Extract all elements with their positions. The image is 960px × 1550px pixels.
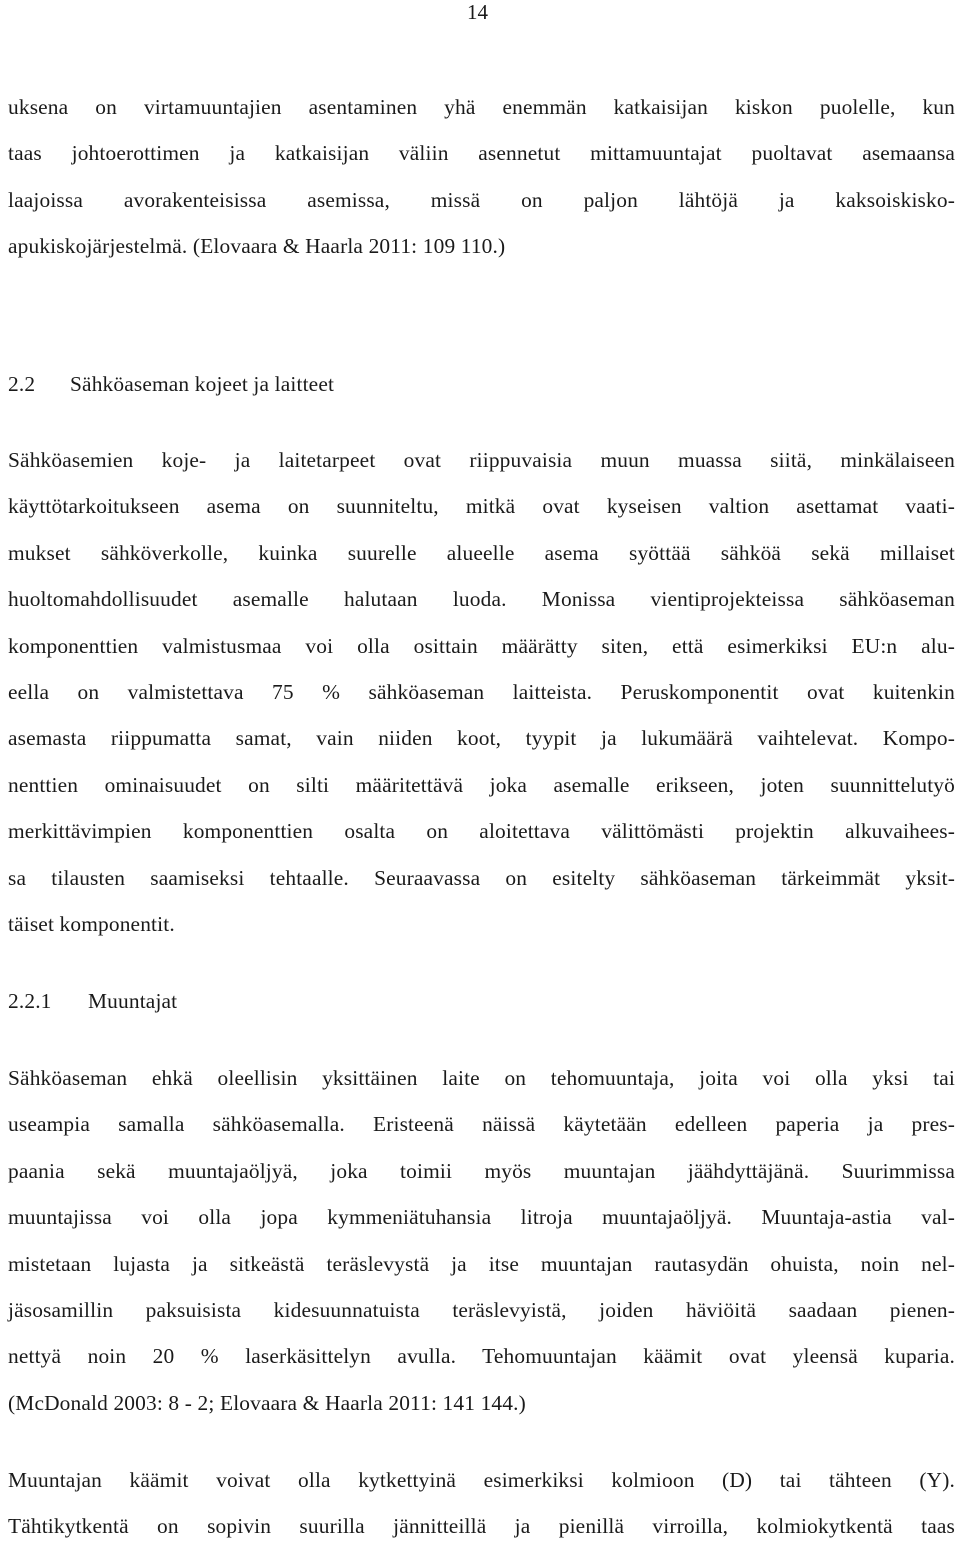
text-line: komponenttien valmistusmaa voi olla osittain määrätty siten, että esimerkiksi EU:n alu- [8,633,955,658]
subsection-heading [8,986,177,1016]
paragraph-equipment [8,437,955,947]
text-line: käyttötarkoitukseen asema on suunniteltu, mitkä ovat kyseisen valtion asettamat vaati- [8,494,955,519]
text-line: Tähtikytkentä on sopivin suurilla jännitteillä ja pienillä virroilla, kolmiokytkentä taas [8,1514,955,1539]
text-line: eella on valmistettava 75 % sähköaseman laitteista. Peruskomponentit ovat kuitenkin [8,679,955,704]
text-line: muuntajissa voi olla jopa kymmeniätuhansia litroja muuntajaöljyä. Muuntaja-astia val- [8,1205,955,1230]
section-heading [8,369,334,399]
paragraph-windings [8,1457,955,1550]
subsection-title: Muuntajat [88,989,178,1013]
text-line: huoltomahdollisuudet asemalle halutaan luoda. Monissa vientiprojekteissa sähköaseman [8,587,955,612]
text-line: mistetaan lujasta ja sitkeästä teräslevystä ja itse muuntajan rautasydän ohuista, noin nel- [8,1251,955,1276]
text-line: Muuntajan käämit voivat olla kytkettyinä esimerkiksi kolmioon (D) tai tähteen (Y). [8,1468,955,1492]
text-line: laajoissa avorakenteisissa asemissa, missä on paljon lähtöjä ja kaksoiskisko- [8,187,955,212]
text-line: (McDonald 2003: 8 - 2; Elovaara & Haarla 2011: 141 144.) [8,1390,526,1415]
text-line: Sähköasemien koje- ja laitetarpeet ovat riippuvaisia muun muassa siitä, minkälaiseen [8,448,955,472]
text-line: apukiskojärjestelmä. (Elovaara & Haarla 2011: 109 110.) [8,234,506,259]
text-line: täiset komponentit. [8,911,175,936]
text-line: jäsosamillin paksuisista kidesuunnatuista teräslevyistä, joiden häviöitä saadaan pienen- [8,1297,955,1322]
section-number: 2.2 [8,372,36,396]
text-line: Sähköaseman ehkä oleellisin yksittäinen laite on tehomuuntaja, joita voi olla yksi tai [8,1066,955,1090]
text-line: uksena on virtamuuntajien asentaminen yhä enemmän katkaisijan kiskon puolelle, kun [8,95,955,119]
section-title: Sähköaseman kojeet ja laitteet [70,372,335,396]
text-line: useampia samalla sähköasemalla. Eristeenä näissä käytetään edelleen paperia ja pres- [8,1112,955,1137]
text-line: asemasta riippumatta samat, vain niiden koot, tyypit ja lukumäärä vaihtelevat. Kompo- [8,726,955,751]
subsection-number: 2.2.1 [8,989,52,1013]
text-line: nettyä noin 20 % laserkäsittelyn avulla. Tehomuuntajan käämit ovat yleensä kuparia. [8,1344,955,1369]
page-number: 14 [467,0,488,24]
paragraph-intro [8,84,955,270]
paragraph-transformers [8,1055,955,1426]
text-line: merkittävimpien komponenttien osalta on aloitettava välittömästi projektin alkuvaihees- [8,819,955,844]
text-line: taas johtoerottimen ja katkaisijan väliin asennetut mittamuuntajat puoltavat asemaansa [8,141,955,166]
text-line: paania sekä muuntajaöljyä, joka toimii myös muuntajan jäähdyttäjänä. Suurimmissa [8,1158,955,1183]
text-line: nenttien ominaisuudet on silti määritettävä joka asemalle erikseen, joten suunnittelutyö [8,772,955,797]
text-line: sa tilausten saamiseksi tehtaalle. Seuraavassa on esitelty sähköaseman tärkeimmät yksit- [8,865,955,890]
text-line: mukset sähköverkolle, kuinka suurelle alueelle asema syöttää sähköä sekä millaiset [8,540,955,565]
